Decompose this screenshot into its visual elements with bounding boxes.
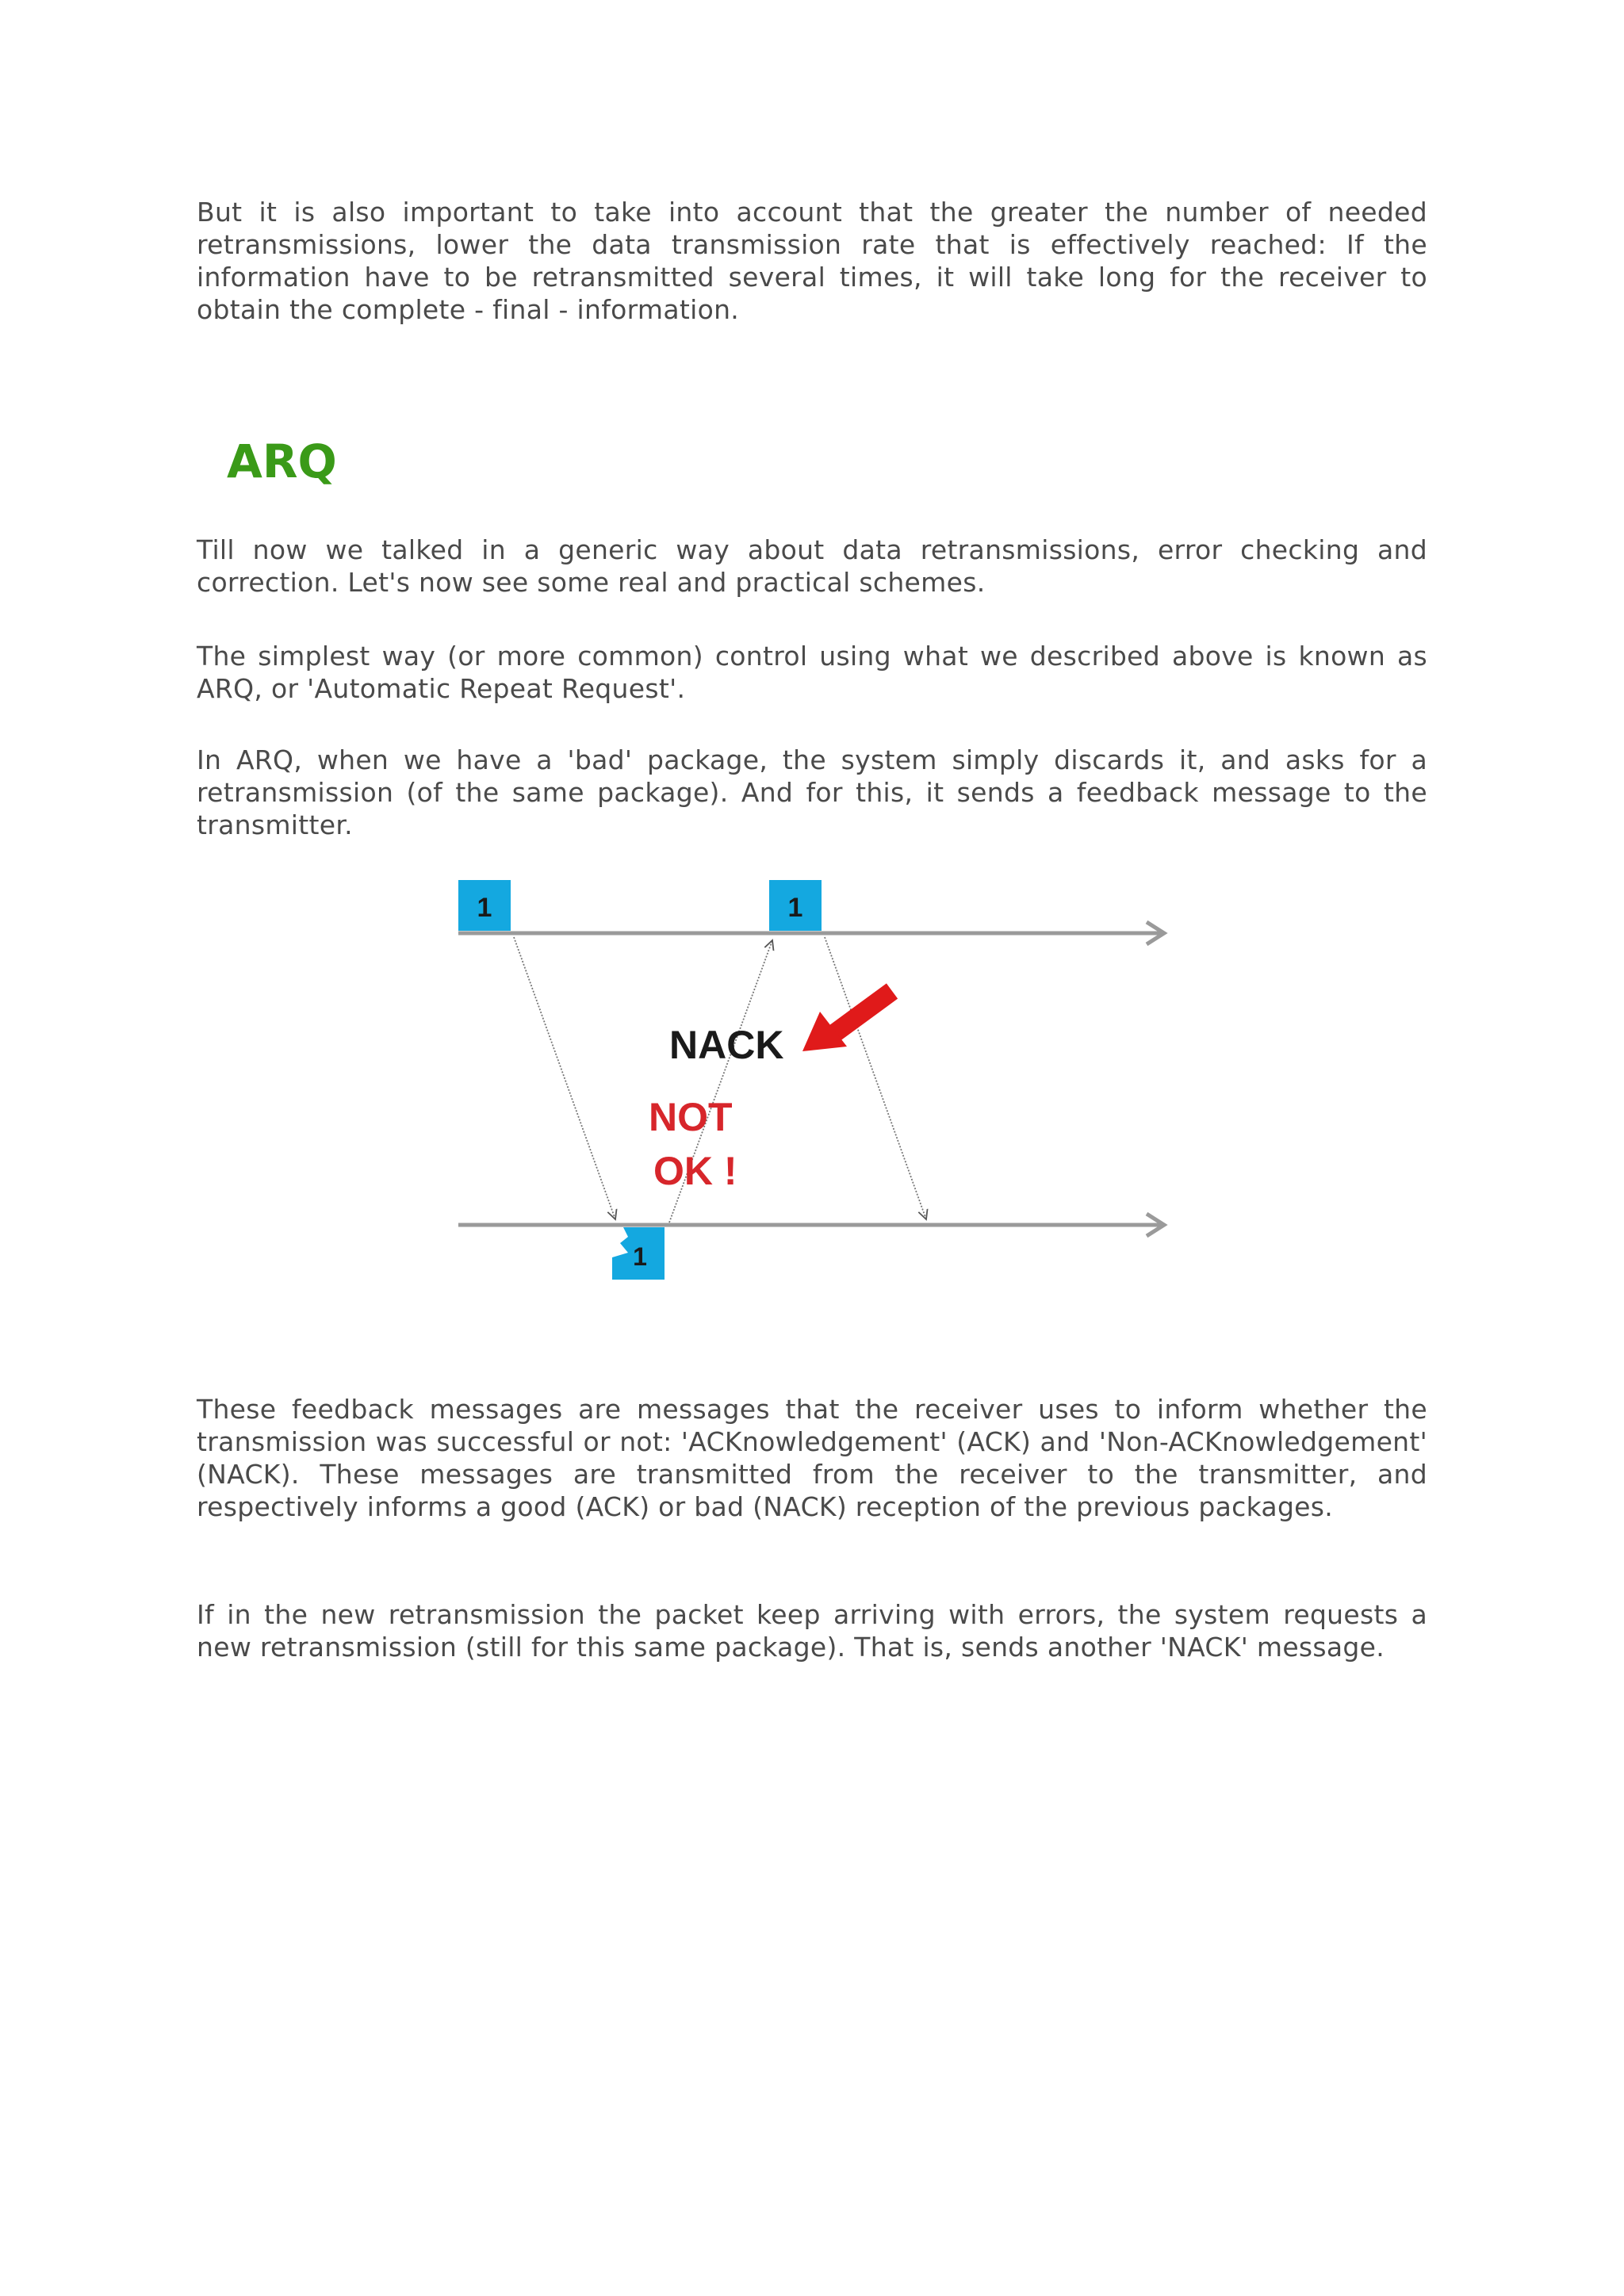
paragraph-new-retransmission: If in the new retransmission the packet keep arriving with errors, the system requests a new retransmission (still for this same package). That is, sends another 'NACK' message. — [197, 1599, 1427, 1663]
not-ok-label-line1: NOT — [649, 1095, 733, 1139]
retransmission-path — [825, 937, 926, 1219]
paragraph-arq-discard: In ARQ, when we have a 'bad' package, the system simply discards it, and asks for a retransmission (of the same package). And for this, it sends a feedback message to the transmitter. — [197, 744, 1427, 840]
section-heading-arq: ARQ — [227, 434, 337, 488]
paragraph-retransmission-rate: But it is also important to take into account that the greater the number of needed retransmissions, lower the data transmission rate that is effectively reached: If the information have to be retransmitted several times, it will take long for the receiver to obtain the complete - final - information. — [197, 197, 1427, 325]
paragraph-arq-definition: The simplest way (or more common) control using what we described above is known as ARQ, or 'Automatic Repeat Request'. — [197, 641, 1427, 704]
paragraph-feedback-messages: These feedback messages are messages that the receiver uses to inform whether the transmission was successful or not: 'ACKnowledgement' (ACK) and 'Non-ACKnowledgement' (NACK). These messages are transmitted from the receiver to the transmitter, and respectively informs a good (ACK) or bad (NACK) reception of the previous packages. — [197, 1394, 1427, 1522]
packet-label-received: 1 — [633, 1242, 647, 1271]
arq-nack-diagram — [444, 864, 1221, 1292]
packet-label-retransmitted: 1 — [787, 893, 803, 923]
packet-label-first: 1 — [477, 893, 492, 923]
not-ok-label-line2: OK ! — [653, 1149, 737, 1193]
transmission-path-first — [514, 937, 615, 1219]
paragraph-intro-schemes: Till now we talked in a generic way about data retransmissions, error checking and correction. Let's now see some real and practical schemes. — [197, 534, 1427, 598]
nack-label: NACK — [669, 1023, 784, 1067]
